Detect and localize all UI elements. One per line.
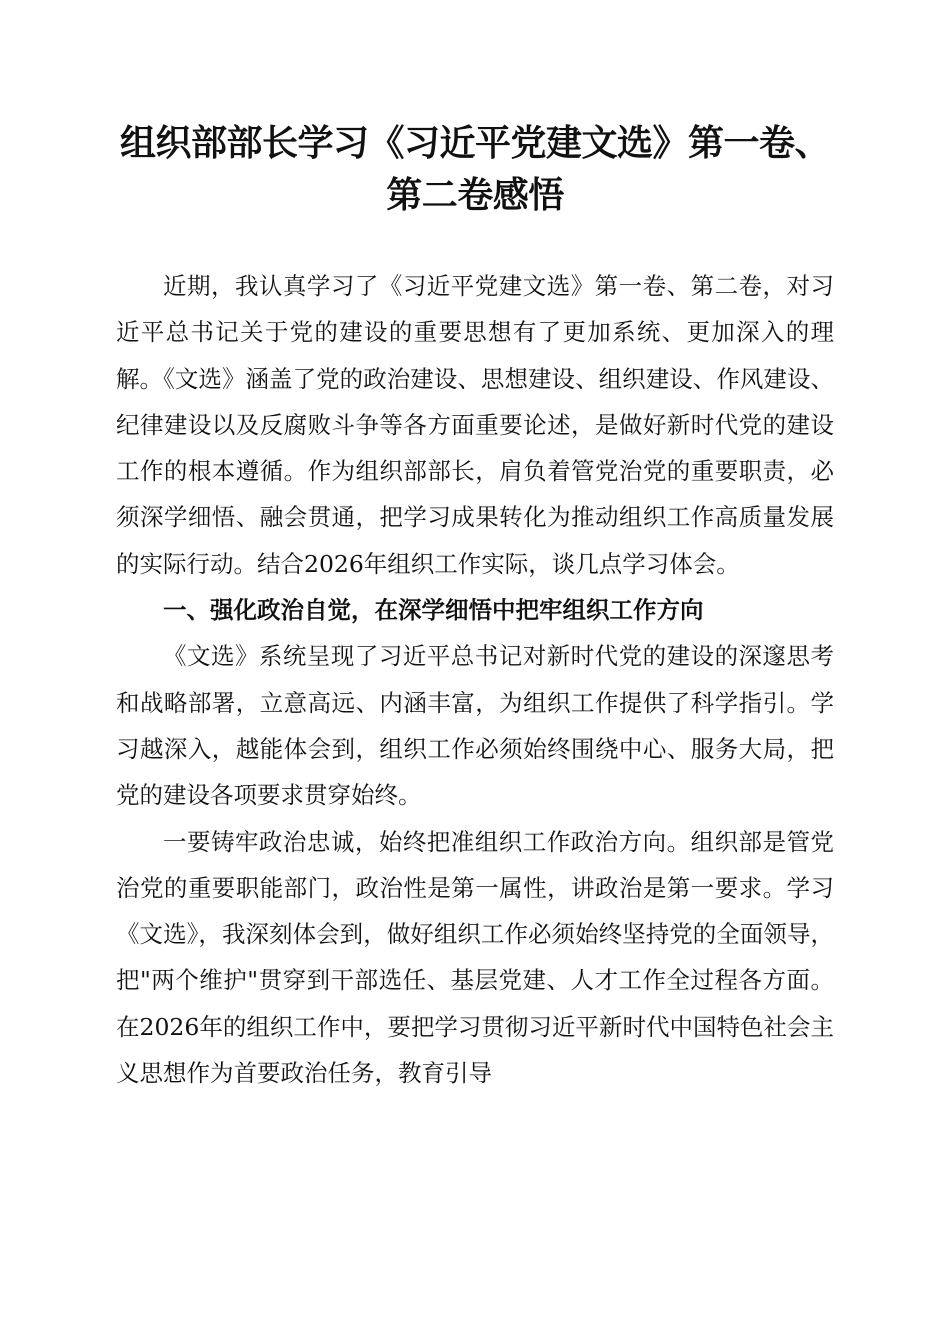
- intro-paragraph: 近期，我认真学习了《习近平党建文选》第一卷、第二卷，对习近平总书记关于党的建设的重要思想有了更加系统、更加深入的理解。《文选》涵盖了党的政治建设、思想建设、组织建设、作风建设、纪律建设以及反腐败斗争等各方面重要论述，是做好新时代党的建设工作的根本遵循。作为组织部部长，肩负着管党治党的重要职责，必须深学细悟、融会贯通，把学习成果转化为推动组织工作高质量发展的实际行动。结合2026年组织工作实际，谈几点学习体会。: [116, 272, 834, 578]
- body-paragraph: 《文选》系统呈现了习近平总书记对新时代党的建设的深邃思考和战略部署，立意高远、内涵丰富，为组织工作提供了科学指引。学习越深入，越能体会到，组织工作必须始终围绕中心、服务大局，把党的建设各项要求贯穿始终。: [116, 642, 834, 810]
- title-line-1: 组织部部长学习《习近平党建文选》第一卷、: [119, 123, 830, 164]
- title-line-2: 第二卷感悟: [386, 175, 564, 216]
- document-title: [100, 118, 850, 222]
- body-paragraph: 一要铸牢政治忠诚，始终把准组织工作政治方向。组织部是管党治党的重要职能部门，政治性是第一属性，讲政治是第一要求。学习《文选》，我深刻体会到，做好组织工作必须始终坚持党的全面领导，把"两个维护"贯穿到干部选任、基层党建、人才工作全过程各方面。在2026年的组织工作中，要把学习贯彻习近平新时代中国特色社会主义思想作为首要政治任务，教育引导: [116, 827, 834, 1088]
- document-body: [116, 263, 834, 1096]
- section-heading-1: 一、强化政治自觉，在深学细悟中把牢组织工作方向: [163, 596, 704, 625]
